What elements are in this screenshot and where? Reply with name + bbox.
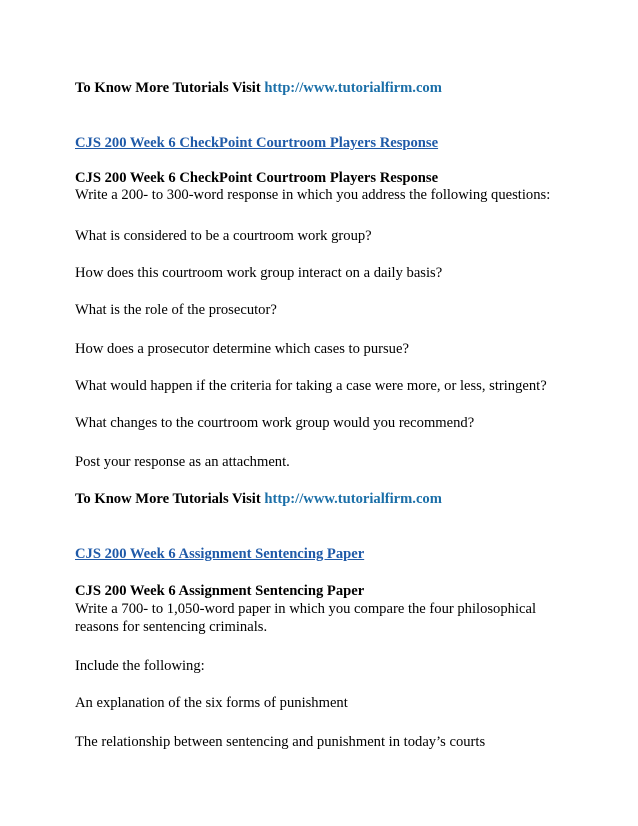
promo-prefix: To Know More Tutorials Visit [75, 491, 261, 507]
question-item: How does this courtroom work group interact on a daily basis? [75, 265, 443, 281]
section2-intro-line2: reasons for sentencing criminals. [75, 619, 268, 635]
tutorial-link[interactable]: http://www.tutorialfirm.com [264, 491, 442, 507]
section2-item: The relationship between sentencing and punishment in today’s courts [75, 734, 486, 750]
question-item: What is the role of the prosecutor? [75, 302, 277, 318]
section2-item: Include the following: [75, 658, 205, 674]
promo-prefix: To Know More Tutorials Visit [75, 80, 261, 96]
section2-item: An explanation of the six forms of punishment [75, 695, 348, 711]
question-item: What is considered to be a courtroom work group? [75, 228, 372, 244]
promo-line-top [75, 79, 442, 97]
section2-intro-line1: Write a 700- to 1,050-word paper in which you compare the four philosophical [75, 601, 537, 617]
section1-title-link[interactable]: CJS 200 Week 6 CheckPoint Courtroom Players Response [75, 135, 439, 151]
section1-heading: CJS 200 Week 6 CheckPoint Courtroom Players Response [75, 170, 439, 186]
promo-line-middle [75, 490, 442, 508]
section2-heading: CJS 200 Week 6 Assignment Sentencing Paper [75, 583, 365, 599]
tutorial-link[interactable]: http://www.tutorialfirm.com [264, 80, 442, 96]
question-item: Post your response as an attachment. [75, 454, 290, 470]
section1-intro: Write a 200- to 300-word response in which you address the following questions: [75, 187, 551, 203]
question-item: How does a prosecutor determine which cases to pursue? [75, 341, 409, 357]
section2-title-link[interactable]: CJS 200 Week 6 Assignment Sentencing Paper [75, 546, 365, 562]
question-item: What would happen if the criteria for taking a case were more, or less, stringent? [75, 378, 547, 394]
question-item: What changes to the courtroom work group would you recommend? [75, 415, 475, 431]
